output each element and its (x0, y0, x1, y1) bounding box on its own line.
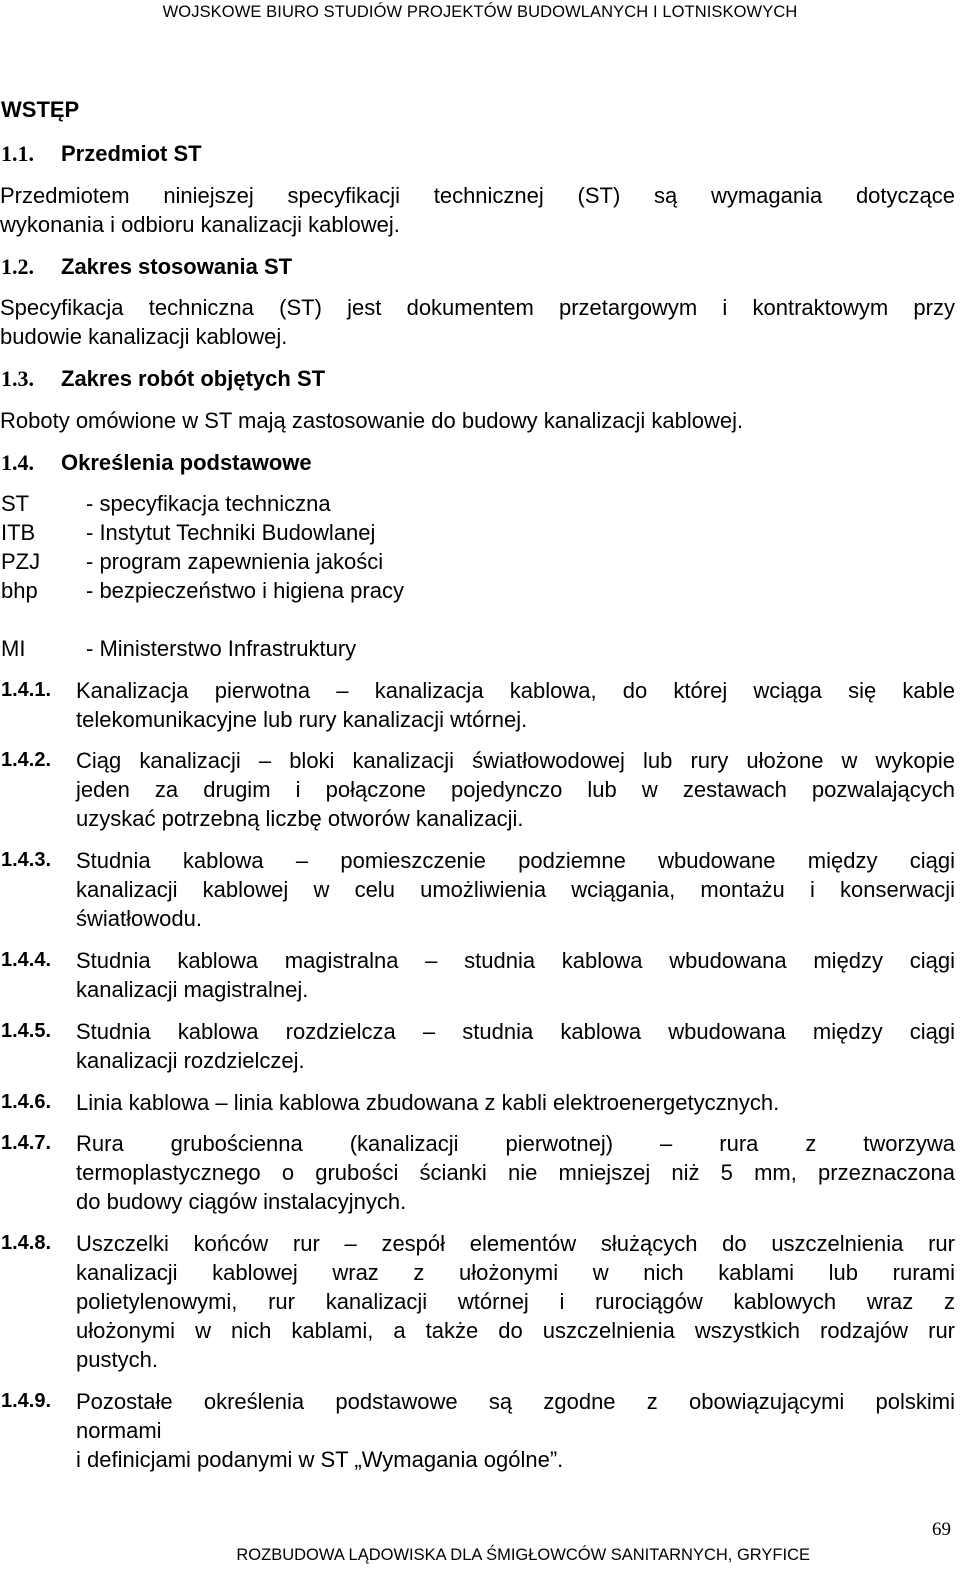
definition-line: Ciąg kanalizacji – bloki kanalizacji światłowodowej lub rury ułożone w wykopie (76, 748, 955, 773)
definition-number: 1.4.1. (1, 679, 52, 701)
abbreviation-term: PZJ (1, 549, 41, 574)
definition-number: 1.4.4. (1, 949, 52, 971)
definition-line: do budowy ciągów instalacyjnych. (76, 1189, 407, 1214)
definition-line: telekomunikacyjne lub rury kanalizacji wtórnej. (76, 707, 528, 732)
abbreviation-desc: - Ministerstwo Infrastruktury (86, 636, 357, 661)
definition-line: uzyskać potrzebną liczbę otworów kanalizacji. (76, 806, 524, 831)
abbreviation-desc: - bezpieczeństwo i higiena pracy (86, 578, 404, 603)
abbreviation-term: ST (1, 491, 30, 516)
definition-line: Rura grubościenna (kanalizacji pierwotnej) – rura z tworzywa (76, 1131, 955, 1156)
definition-line: Uszczelki końców rur – zespół elementów służących do uszczelnienia rur (76, 1231, 955, 1256)
section-number: 1.4. (1, 450, 34, 475)
definition-line: termoplastycznego o grubości ścianki nie mniejszej niż 5 mm, przeznaczona (76, 1160, 955, 1185)
definition-line: kanalizacji magistralnej. (76, 977, 309, 1002)
paragraph-line: wykonania i odbioru kanalizacji kablowej. (0, 212, 400, 237)
running-footer-text: ROZBUDOWA LĄDOWISKA DLA ŚMIGŁOWCÓW SANITARNYCH, GRYFICE (236, 1546, 810, 1564)
definition-line: Linia kablowa – linia kablowa zbudowana z kabli elektroenergetycznych. (76, 1090, 780, 1115)
definition-number: 1.4.8. (1, 1232, 52, 1254)
running-header: WOJSKOWE BIURO STUDIÓW PROJEKTÓW BUDOWLANYCH I LOTNISKOWYCH (162, 3, 798, 21)
section-number: 1.1. (1, 141, 34, 166)
definition-line: kanalizacji kablowej wraz z ułożonymi w nich kablami lub rurami (76, 1260, 955, 1285)
definition-line: Studnia kablowa – pomieszczenie podziemne wbudowane między ciągi (76, 848, 955, 873)
abbreviation-desc: - specyfikacja techniczna (86, 491, 331, 516)
definition-number: 1.4.5. (1, 1020, 52, 1042)
definition-line: kanalizacji rozdzielczej. (76, 1048, 305, 1073)
definition-number: 1.4.2. (1, 749, 52, 771)
definition-line: Kanalizacja pierwotna – kanalizacja kablowa, do której wciąga się kable (76, 678, 955, 703)
definition-line: polietylenowymi, rur kanalizacji wtórnej i rurociągów kablowych wraz z (76, 1289, 955, 1314)
paragraph-line: Przedmiotem niniejszej specyfikacji technicznej (ST) są wymagania dotyczące (0, 183, 955, 208)
paragraph-line: Specyfikacja techniczna (ST) jest dokumentem przetargowym i kontraktowym przy (0, 295, 955, 320)
definition-number: 1.4.6. (1, 1091, 52, 1113)
abbreviation-term: MI (1, 636, 26, 661)
paragraph-line: Roboty omówione w ST mają zastosowanie do budowy kanalizacji kablowej. (0, 408, 744, 433)
definition-line: jeden za drugim i połączone pojedynczo lub w zestawach pozwalających (76, 777, 955, 802)
definition-line: Pozostałe określenia podstawowe są zgodne z obowiązującymi polskimi (76, 1389, 955, 1414)
section-title: Zakres stosowania ST (61, 254, 293, 279)
section-number: 1.3. (1, 366, 34, 391)
definition-line: Studnia kablowa rozdzielcza – studnia kablowa wbudowana między ciągi (76, 1019, 955, 1044)
abbreviation-term: bhp (1, 578, 38, 603)
abbreviation-desc: - program zapewnienia jakości (86, 549, 384, 574)
definition-number: 1.4.9. (1, 1390, 52, 1412)
definition-line: światłowodu. (76, 906, 202, 931)
running-footer (0, 1546, 960, 1565)
definition-line: Studnia kablowa magistralna – studnia kablowa wbudowana między ciągi (76, 948, 955, 973)
definition-line: normami (76, 1418, 162, 1443)
abbreviation-term: ITB (1, 520, 36, 545)
abbreviation-desc: - Instytut Techniki Budowlanej (86, 520, 376, 545)
intro-heading: WSTĘP (1, 97, 80, 122)
definition-line: kanalizacji kablowej w celu umożliwienia wciągania, montażu i konserwacji (76, 877, 955, 902)
definition-line: ułożonymi w nich kablami, a także do uszczelnienia wszystkich rodzajów rur (76, 1318, 955, 1343)
paragraph-line: budowie kanalizacji kablowej. (0, 324, 288, 349)
page-number: 69 (932, 1519, 951, 1540)
section-title: Przedmiot ST (61, 141, 202, 166)
definition-line: pustych. (76, 1347, 158, 1372)
section-number: 1.2. (1, 254, 34, 279)
definition-line: i definicjami podanymi w ST „Wymagania ogólne”. (76, 1447, 564, 1472)
section-title: Określenia podstawowe (61, 450, 312, 475)
definition-number: 1.4.7. (1, 1132, 52, 1154)
section-title: Zakres robót objętych ST (61, 366, 326, 391)
definition-number: 1.4.3. (1, 849, 52, 871)
